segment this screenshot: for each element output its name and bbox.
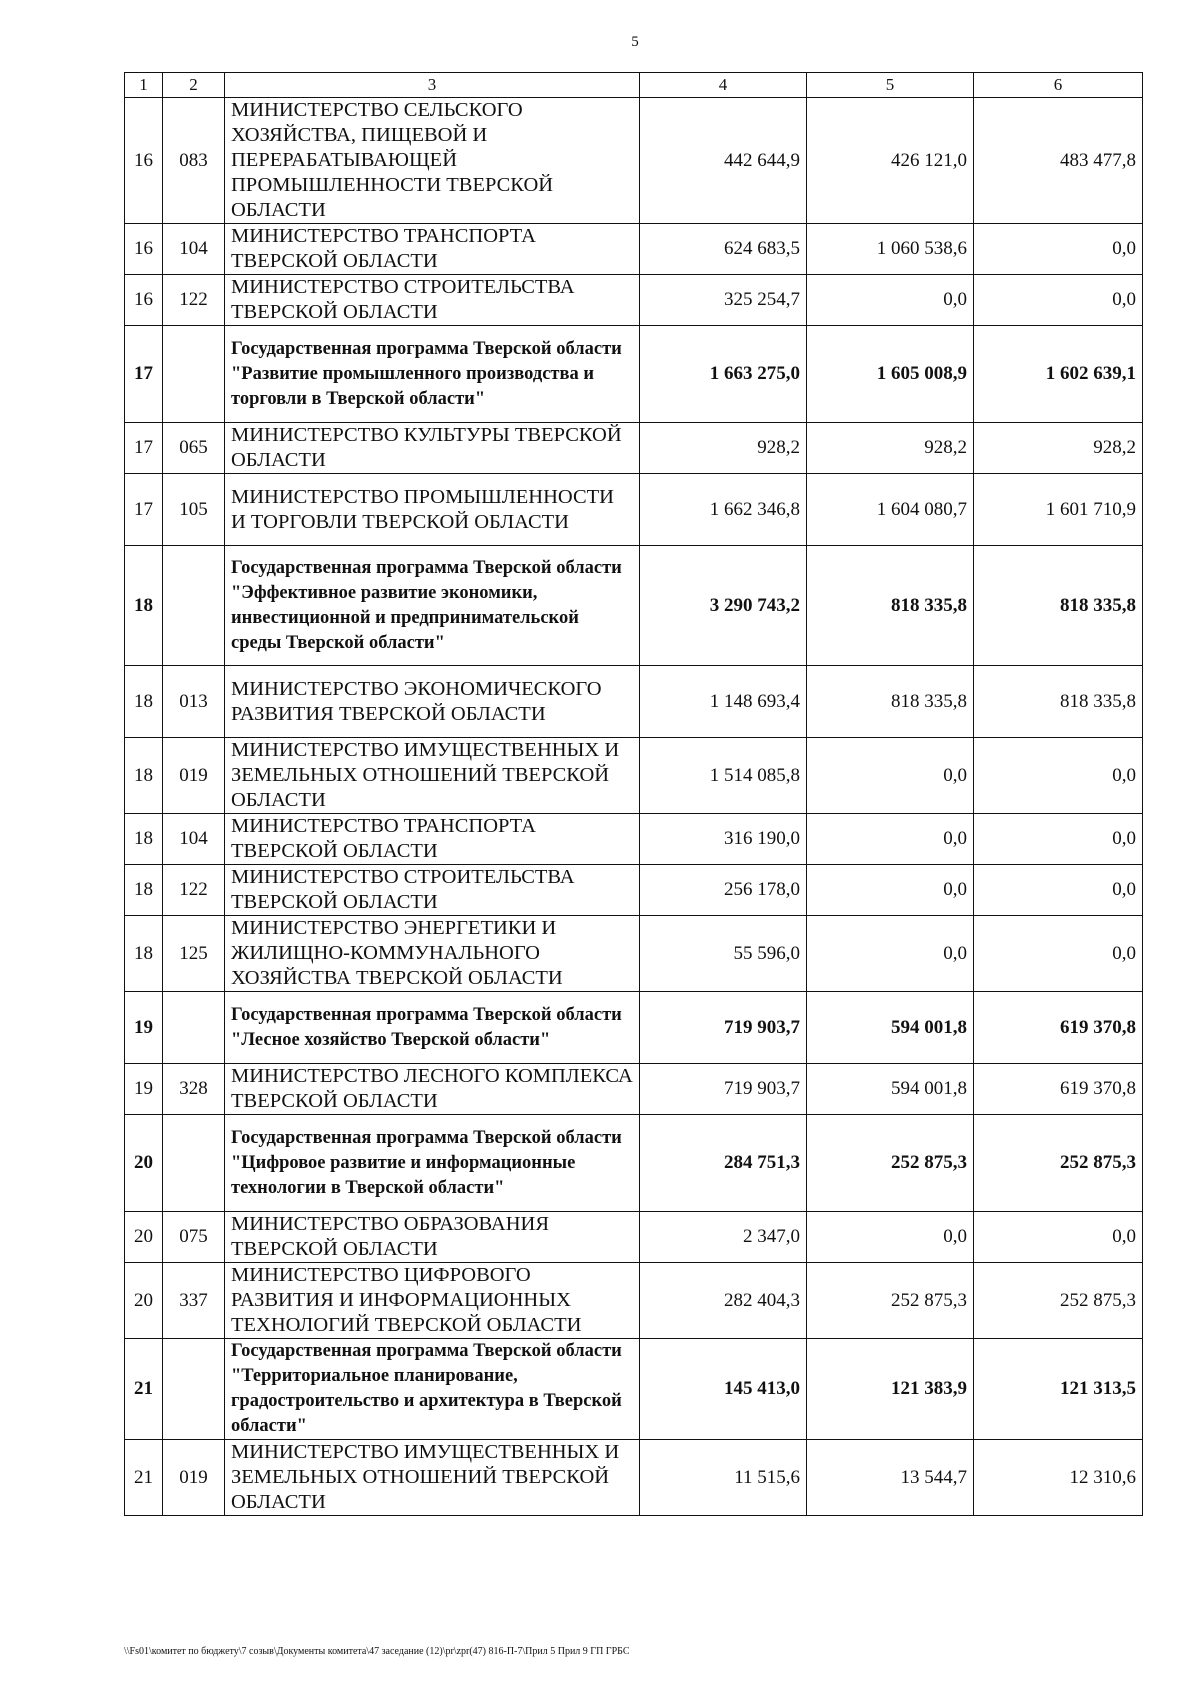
row-value-col6-cell: 1 602 639,1 [974,326,1143,423]
row-value-col4-cell: 1 663 275,0 [640,326,807,423]
header-col-6: 6 [974,73,1143,98]
row-code-cell: 104 [163,814,225,865]
row-value-col4-cell: 11 515,6 [640,1440,807,1516]
row-code-cell: 337 [163,1263,225,1339]
row-value-col5-cell: 0,0 [807,814,974,865]
row-number-cell: 16 [125,275,163,326]
row-value-col5-cell: 818 335,8 [807,666,974,738]
row-value-col4-cell: 282 404,3 [640,1263,807,1339]
table-row [125,474,1143,546]
row-code-cell [163,326,225,423]
table-row [125,1064,1143,1115]
table-row [125,1212,1143,1263]
row-value-col4-cell: 145 413,0 [640,1339,807,1440]
row-name-cell: МИНИСТЕРСТВО КУЛЬТУРЫ ТВЕРСКОЙ ОБЛАСТИ [225,423,640,474]
table-row [125,814,1143,865]
header-col-5: 5 [807,73,974,98]
row-number-cell: 18 [125,546,163,666]
row-value-col5-cell: 0,0 [807,1212,974,1263]
row-value-col6-cell: 12 310,6 [974,1440,1143,1516]
footer-file-path: \\Fs01\комитет по бюджету\7 созыв\Документы комитета\47 заседание (12)\pr\zpr(47) 816-П-7\Прил 5 Прил 9 ГП ГРБС [124,1646,630,1657]
row-value-col6-cell: 0,0 [974,738,1143,814]
row-value-col5-cell: 13 544,7 [807,1440,974,1516]
row-number-cell: 18 [125,865,163,916]
row-value-col4-cell: 719 903,7 [640,1064,807,1115]
row-number-cell: 19 [125,1064,163,1115]
page-number: 5 [631,34,639,50]
row-code-cell: 122 [163,275,225,326]
row-value-col6-cell: 0,0 [974,1212,1143,1263]
row-code-cell [163,1115,225,1212]
table-row [125,865,1143,916]
row-code-cell: 019 [163,1440,225,1516]
row-value-col4-cell: 719 903,7 [640,992,807,1064]
table-header [125,73,1143,98]
row-value-col4-cell: 256 178,0 [640,865,807,916]
row-value-col6-cell: 0,0 [974,224,1143,275]
row-value-col4-cell: 1 662 346,8 [640,474,807,546]
table-row [125,224,1143,275]
row-code-cell [163,992,225,1064]
row-number-cell: 17 [125,423,163,474]
row-name-cell: МИНИСТЕРСТВО ЭКОНОМИЧЕСКОГО РАЗВИТИЯ ТВЕРСКОЙ ОБЛАСТИ [225,666,640,738]
header-col-1: 1 [125,73,163,98]
row-value-col6-cell: 818 335,8 [974,546,1143,666]
row-value-col6-cell: 483 477,8 [974,98,1143,224]
row-value-col6-cell: 252 875,3 [974,1115,1143,1212]
table-row [125,666,1143,738]
row-value-col4-cell: 442 644,9 [640,98,807,224]
table-row [125,275,1143,326]
header-col-2: 2 [163,73,225,98]
row-name-cell: МИНИСТЕРСТВО ОБРАЗОВАНИЯ ТВЕРСКОЙ ОБЛАСТИ [225,1212,640,1263]
row-value-col6-cell: 928,2 [974,423,1143,474]
row-name-cell: МИНИСТЕРСТВО СТРОИТЕЛЬСТВА ТВЕРСКОЙ ОБЛАСТИ [225,275,640,326]
row-code-cell: 083 [163,98,225,224]
row-value-col6-cell: 619 370,8 [974,992,1143,1064]
row-value-col6-cell: 0,0 [974,275,1143,326]
row-value-col4-cell: 55 596,0 [640,916,807,992]
row-number-cell: 20 [125,1263,163,1339]
row-value-col5-cell: 1 604 080,7 [807,474,974,546]
row-name-cell: Государственная программа Тверской области "Развитие промышленного производства и торговли в Тверской области" [225,326,640,423]
row-code-cell: 122 [163,865,225,916]
row-number-cell: 16 [125,224,163,275]
table-row [125,738,1143,814]
row-value-col5-cell: 928,2 [807,423,974,474]
row-value-col5-cell: 0,0 [807,738,974,814]
row-value-col6-cell: 619 370,8 [974,1064,1143,1115]
row-value-col4-cell: 1 514 085,8 [640,738,807,814]
row-value-col6-cell: 0,0 [974,814,1143,865]
row-number-cell: 17 [125,326,163,423]
header-row [125,73,1143,98]
row-value-col4-cell: 928,2 [640,423,807,474]
row-value-col6-cell: 252 875,3 [974,1263,1143,1339]
row-value-col5-cell: 1 605 008,9 [807,326,974,423]
table-row [125,916,1143,992]
row-value-col5-cell: 594 001,8 [807,992,974,1064]
row-name-cell: МИНИСТЕРСТВО ТРАНСПОРТА ТВЕРСКОЙ ОБЛАСТИ [225,224,640,275]
row-number-cell: 21 [125,1339,163,1440]
row-value-col4-cell: 3 290 743,2 [640,546,807,666]
row-value-col5-cell: 121 383,9 [807,1339,974,1440]
row-name-cell: МИНИСТЕРСТВО СТРОИТЕЛЬСТВА ТВЕРСКОЙ ОБЛАСТИ [225,865,640,916]
row-value-col5-cell: 1 060 538,6 [807,224,974,275]
row-name-cell: Государственная программа Тверской области "Лесное хозяйство Тверской области" [225,992,640,1064]
row-code-cell: 328 [163,1064,225,1115]
row-value-col4-cell: 284 751,3 [640,1115,807,1212]
row-number-cell: 16 [125,98,163,224]
row-number-cell: 18 [125,916,163,992]
row-value-col4-cell: 325 254,7 [640,275,807,326]
row-name-cell: МИНИСТЕРСТВО ИМУЩЕСТВЕННЫХ И ЗЕМЕЛЬНЫХ ОТНОШЕНИЙ ТВЕРСКОЙ ОБЛАСТИ [225,1440,640,1516]
row-code-cell [163,1339,225,1440]
row-code-cell [163,546,225,666]
row-name-cell: Государственная программа Тверской области "Цифровое развитие и информационные технологии в Тверской области" [225,1115,640,1212]
row-value-col5-cell: 426 121,0 [807,98,974,224]
row-value-col5-cell: 0,0 [807,865,974,916]
program-row [125,326,1143,423]
table-row [125,98,1143,224]
row-name-cell: МИНИСТЕРСТВО ПРОМЫШЛЕННОСТИ И ТОРГОВЛИ ТВЕРСКОЙ ОБЛАСТИ [225,474,640,546]
row-value-col5-cell: 818 335,8 [807,546,974,666]
row-number-cell: 18 [125,738,163,814]
row-value-col4-cell: 1 148 693,4 [640,666,807,738]
table-row [125,423,1143,474]
row-number-cell: 21 [125,1440,163,1516]
row-code-cell: 065 [163,423,225,474]
row-number-cell: 18 [125,666,163,738]
row-name-cell: МИНИСТЕРСТВО ЭНЕРГЕТИКИ И ЖИЛИЩНО-КОММУНАЛЬНОГО ХОЗЯЙСТВА ТВЕРСКОЙ ОБЛАСТИ [225,916,640,992]
program-row [125,1339,1143,1440]
row-value-col6-cell: 0,0 [974,916,1143,992]
row-name-cell: МИНИСТЕРСТВО СЕЛЬСКОГО ХОЗЯЙСТВА, ПИЩЕВОЙ И ПЕРЕРАБАТЫВАЮЩЕЙ ПРОМЫШЛЕННОСТИ ТВЕРСКОЙ ОБЛАСТИ [225,98,640,224]
row-name-cell: МИНИСТЕРСТВО ЛЕСНОГО КОМПЛЕКСА ТВЕРСКОЙ ОБЛАСТИ [225,1064,640,1115]
row-name-cell: Государственная программа Тверской области "Территориальное планирование, градостроительство и архитектура в Тверской области" [225,1339,640,1440]
row-value-col5-cell: 594 001,8 [807,1064,974,1115]
table-row [125,1440,1143,1516]
row-value-col4-cell: 624 683,5 [640,224,807,275]
row-number-cell: 17 [125,474,163,546]
row-number-cell: 19 [125,992,163,1064]
row-value-col5-cell: 252 875,3 [807,1115,974,1212]
program-row [125,992,1143,1064]
row-value-col5-cell: 252 875,3 [807,1263,974,1339]
row-name-cell: МИНИСТЕРСТВО ТРАНСПОРТА ТВЕРСКОЙ ОБЛАСТИ [225,814,640,865]
program-row [125,546,1143,666]
row-code-cell: 019 [163,738,225,814]
row-value-col6-cell: 121 313,5 [974,1339,1143,1440]
row-value-col6-cell: 818 335,8 [974,666,1143,738]
program-row [125,1115,1143,1212]
header-col-3: 3 [225,73,640,98]
row-value-col6-cell: 0,0 [974,865,1143,916]
row-number-cell: 20 [125,1115,163,1212]
row-value-col5-cell: 0,0 [807,275,974,326]
budget-table [124,72,1143,1516]
row-number-cell: 18 [125,814,163,865]
row-value-col6-cell: 1 601 710,9 [974,474,1143,546]
row-value-col5-cell: 0,0 [807,916,974,992]
table-row [125,1263,1143,1339]
row-name-cell: МИНИСТЕРСТВО ИМУЩЕСТВЕННЫХ И ЗЕМЕЛЬНЫХ ОТНОШЕНИЙ ТВЕРСКОЙ ОБЛАСТИ [225,738,640,814]
row-name-cell: МИНИСТЕРСТВО ЦИФРОВОГО РАЗВИТИЯ И ИНФОРМАЦИОННЫХ ТЕХНОЛОГИЙ ТВЕРСКОЙ ОБЛАСТИ [225,1263,640,1339]
row-value-col4-cell: 2 347,0 [640,1212,807,1263]
row-code-cell: 105 [163,474,225,546]
row-code-cell: 125 [163,916,225,992]
table-body [125,98,1143,1516]
row-code-cell: 104 [163,224,225,275]
row-name-cell: Государственная программа Тверской области "Эффективное развитие экономики, инвестиционной и предпринимательской среды Тверской области" [225,546,640,666]
row-value-col4-cell: 316 190,0 [640,814,807,865]
row-code-cell: 013 [163,666,225,738]
row-code-cell: 075 [163,1212,225,1263]
row-number-cell: 20 [125,1212,163,1263]
header-col-4: 4 [640,73,807,98]
